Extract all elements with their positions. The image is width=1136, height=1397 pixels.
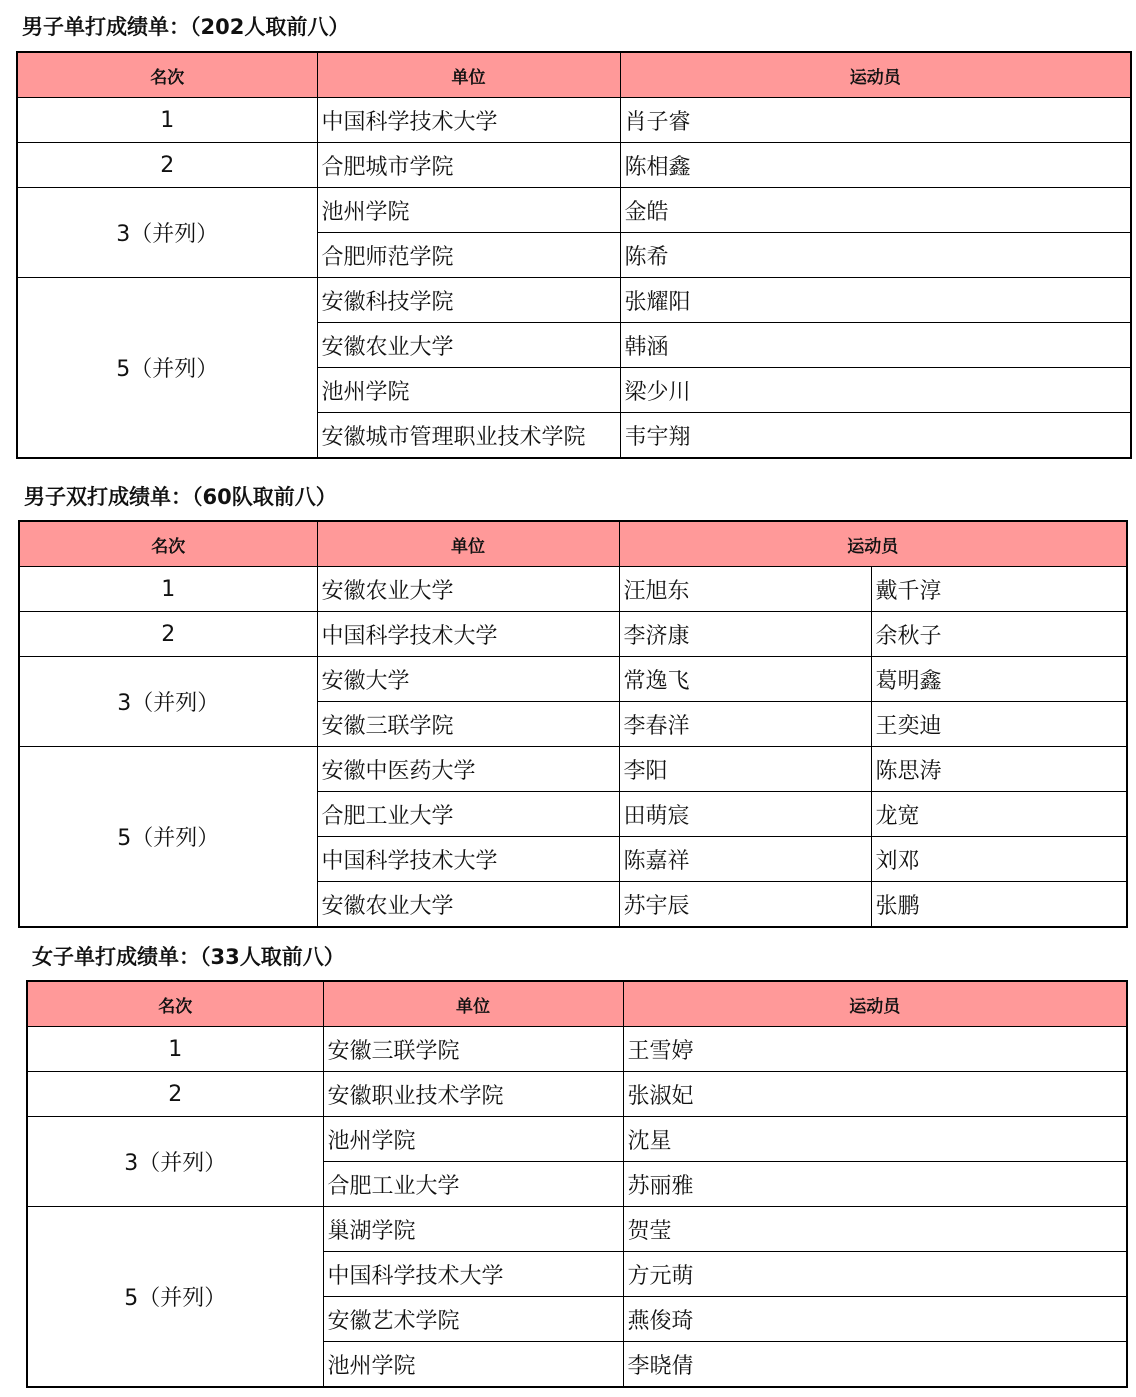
athlete-cell: 李阳: [619, 747, 871, 792]
athlete-cell: 葛明鑫: [871, 657, 1127, 702]
athlete-cell: 陈相鑫: [620, 143, 1131, 188]
athlete-cell: 田萌宸: [619, 792, 871, 837]
athlete-cell: 汪旭东: [619, 567, 871, 612]
athlete-cell: 张鹏: [871, 882, 1127, 928]
unit-cell: 安徽农业大学: [317, 882, 619, 928]
athlete-cell: 苏宇辰: [619, 882, 871, 928]
table-row: [27, 1027, 1127, 1072]
unit-cell: 池州学院: [323, 1342, 623, 1388]
athlete-cell: 李济康: [619, 612, 871, 657]
unit-cell: 合肥城市学院: [317, 143, 620, 188]
unit-cell: 合肥工业大学: [323, 1162, 623, 1207]
athlete-cell: 李春洋: [619, 702, 871, 747]
header-unit: 单位: [317, 521, 619, 567]
unit-cell: 池州学院: [317, 188, 620, 233]
header-rank: 名次: [17, 52, 317, 98]
unit-cell: 合肥工业大学: [317, 792, 619, 837]
unit-cell: 安徽科技学院: [317, 278, 620, 323]
section-title: 男子双打成绩单：（60队取前八）: [24, 485, 337, 509]
table-row: [27, 1207, 1127, 1252]
athlete-cell: 梁少川: [620, 368, 1131, 413]
header-rank: 名次: [27, 981, 323, 1027]
header-unit: 单位: [323, 981, 623, 1027]
athlete-cell: 张耀阳: [620, 278, 1131, 323]
unit-cell: 中国科学技术大学: [317, 98, 620, 143]
unit-cell: 安徽三联学院: [317, 702, 619, 747]
unit-cell: 中国科学技术大学: [317, 837, 619, 882]
athlete-cell: 戴千淳: [871, 567, 1127, 612]
athlete-cell: 常逸飞: [619, 657, 871, 702]
athlete-cell: 苏丽雅: [623, 1162, 1127, 1207]
unit-cell: 安徽大学: [317, 657, 619, 702]
rank-cell: 2: [27, 1072, 323, 1117]
athlete-cell: 贺莹: [623, 1207, 1127, 1252]
rank-cell: 2: [17, 143, 317, 188]
table-row: [27, 1117, 1127, 1162]
athlete-cell: 沈星: [623, 1117, 1127, 1162]
unit-cell: 中国科学技术大学: [323, 1252, 623, 1297]
unit-cell: 安徽农业大学: [317, 567, 619, 612]
athlete-cell: 燕俊琦: [623, 1297, 1127, 1342]
header-row: [19, 521, 1127, 567]
athlete-cell: 刘邓: [871, 837, 1127, 882]
table-row: [17, 188, 1131, 233]
unit-cell: 安徽中医药大学: [317, 747, 619, 792]
rank-cell: 2: [19, 612, 317, 657]
header-athlete: 运动员: [623, 981, 1127, 1027]
rank-cell: 3（并列）: [27, 1117, 323, 1207]
section-title: 女子单打成绩单：（33人取前八）: [32, 945, 345, 969]
unit-cell: 安徽三联学院: [323, 1027, 623, 1072]
athlete-cell: 王奕迪: [871, 702, 1127, 747]
unit-cell: 池州学院: [317, 368, 620, 413]
rank-cell: 3（并列）: [17, 188, 317, 278]
results-table: [18, 520, 1128, 928]
athlete-cell: 陈思涛: [871, 747, 1127, 792]
unit-cell: 池州学院: [323, 1117, 623, 1162]
unit-cell: 安徽艺术学院: [323, 1297, 623, 1342]
table-row: [19, 747, 1127, 792]
athlete-cell: 张淑妃: [623, 1072, 1127, 1117]
section-title: 男子单打成绩单：（202人取前八）: [22, 15, 350, 39]
unit-cell: 安徽城市管理职业技术学院: [317, 413, 620, 459]
table-row: [17, 278, 1131, 323]
athlete-cell: 金皓: [620, 188, 1131, 233]
rank-cell: 3（并列）: [19, 657, 317, 747]
athlete-cell: 方元萌: [623, 1252, 1127, 1297]
athlete-cell: 韦宇翔: [620, 413, 1131, 459]
unit-cell: 安徽农业大学: [317, 323, 620, 368]
table-row: [19, 657, 1127, 702]
athlete-cell: 陈希: [620, 233, 1131, 278]
rank-cell: 5（并列）: [19, 747, 317, 928]
rank-cell: 5（并列）: [17, 278, 317, 459]
table-row: [27, 1072, 1127, 1117]
rank-cell: 1: [17, 98, 317, 143]
table-row: [19, 612, 1127, 657]
table-row: [19, 567, 1127, 612]
rank-cell: 5（并列）: [27, 1207, 323, 1388]
table-row: [17, 98, 1131, 143]
header-athlete: 运动员: [619, 521, 1127, 567]
header-athlete: 运动员: [620, 52, 1131, 98]
results-table: [26, 980, 1128, 1388]
results-table: [16, 51, 1132, 459]
unit-cell: 安徽职业技术学院: [323, 1072, 623, 1117]
athlete-cell: 肖子睿: [620, 98, 1131, 143]
athlete-cell: 王雪婷: [623, 1027, 1127, 1072]
athlete-cell: 韩涵: [620, 323, 1131, 368]
table-row: [17, 143, 1131, 188]
header-unit: 单位: [317, 52, 620, 98]
athlete-cell: 余秋子: [871, 612, 1127, 657]
athlete-cell: 龙宽: [871, 792, 1127, 837]
unit-cell: 巢湖学院: [323, 1207, 623, 1252]
header-rank: 名次: [19, 521, 317, 567]
unit-cell: 中国科学技术大学: [317, 612, 619, 657]
rank-cell: 1: [19, 567, 317, 612]
athlete-cell: 陈嘉祥: [619, 837, 871, 882]
athlete-cell: 李晓倩: [623, 1342, 1127, 1388]
header-row: [17, 52, 1131, 98]
rank-cell: 1: [27, 1027, 323, 1072]
header-row: [27, 981, 1127, 1027]
unit-cell: 合肥师范学院: [317, 233, 620, 278]
